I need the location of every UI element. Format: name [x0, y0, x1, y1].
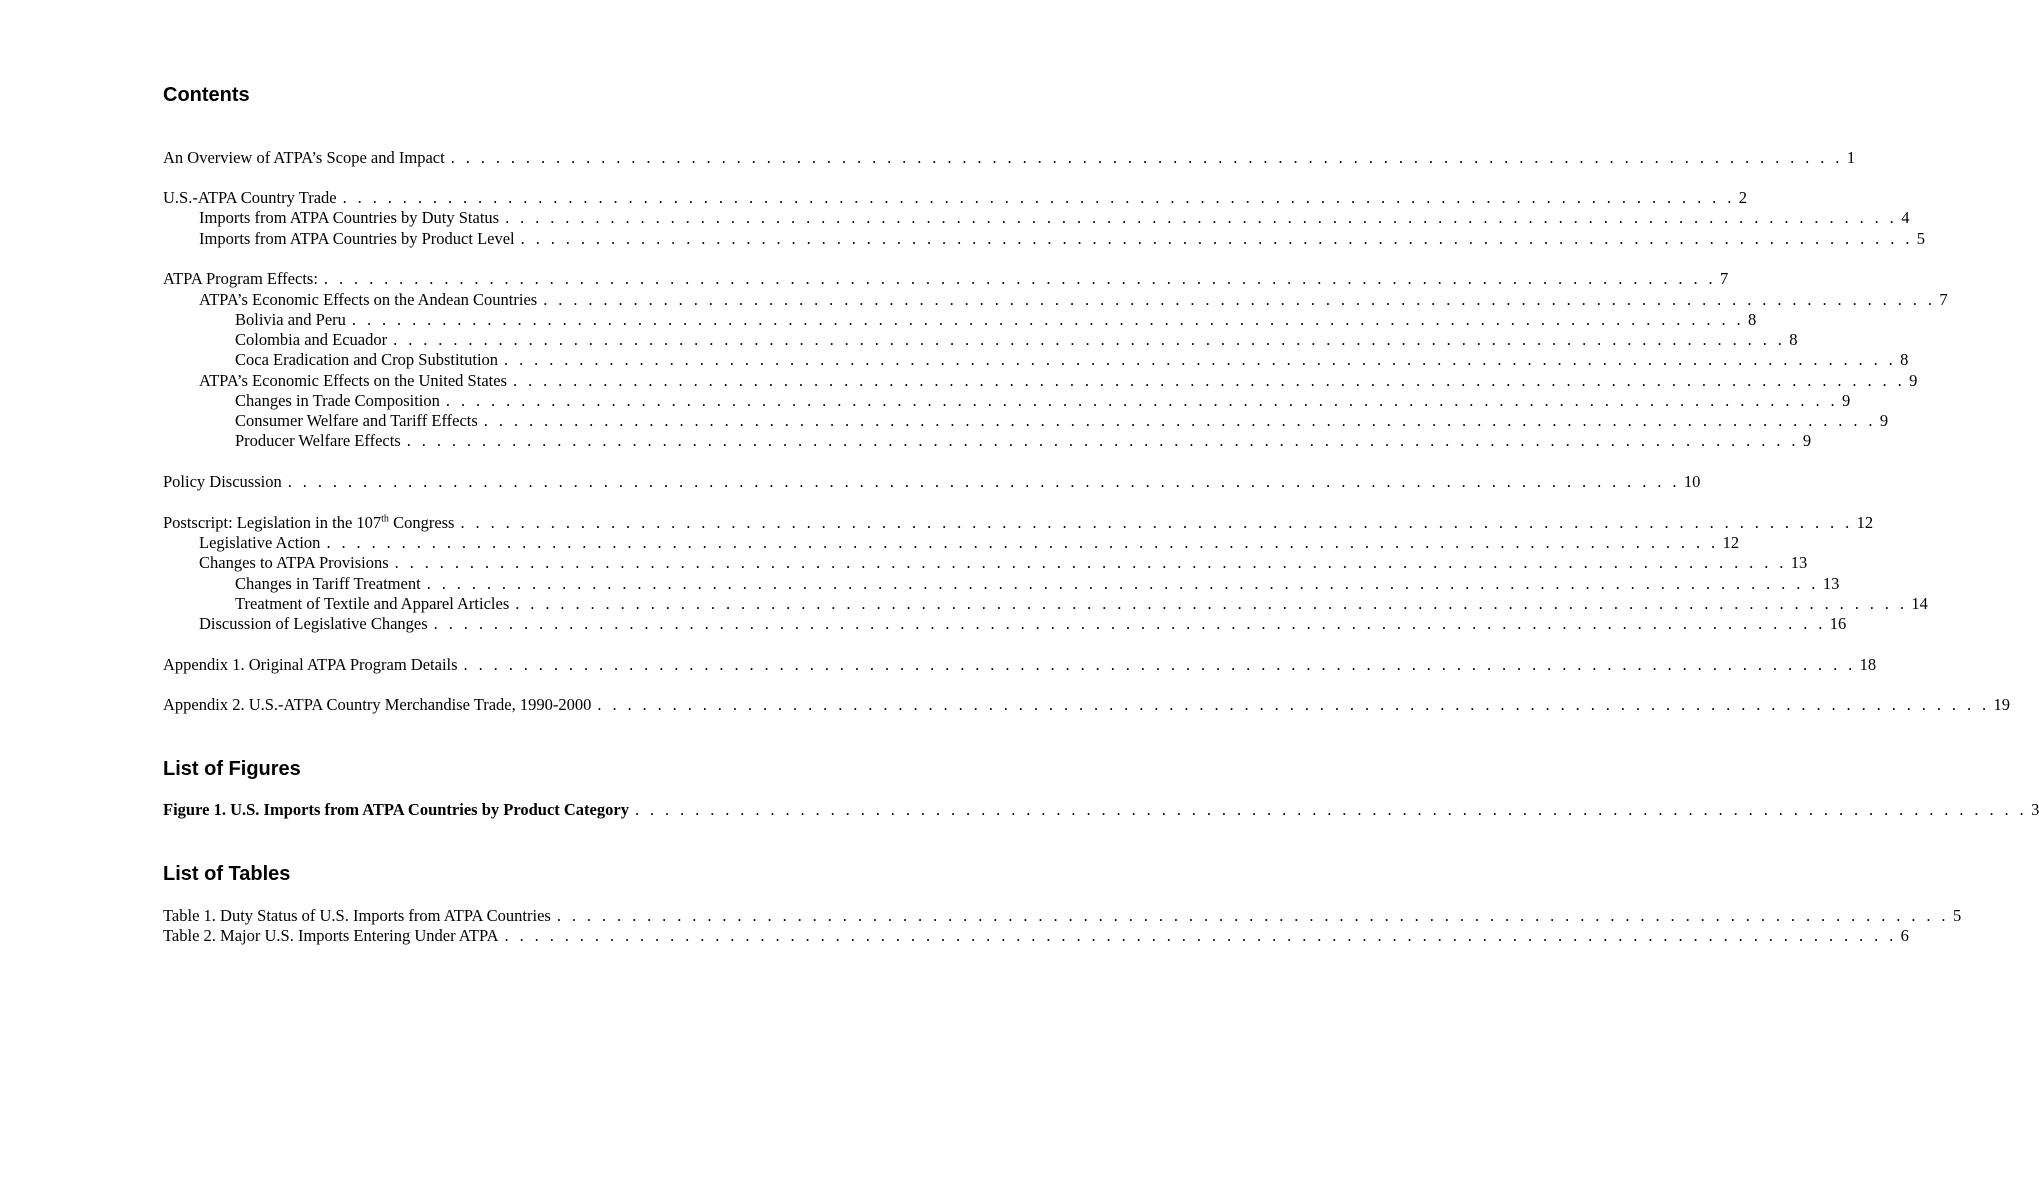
- toc-entry-title: Appendix 1. Original ATPA Program Details: [163, 655, 458, 674]
- list-of-tables-heading: List of Tables: [163, 863, 291, 885]
- toc-entry-postscript[interactable]: [163, 513, 1874, 533]
- toc-entry-legislative-changes[interactable]: [163, 614, 1847, 634]
- toc-entry-title: Policy Discussion: [163, 472, 282, 491]
- toc-page-number: 8: [1748, 310, 1757, 329]
- dot-leader: . . . . . . . . . . . . . . . . . . . . . . . . . . . . . . . . . . . . . . . . . . . . . . . . . . . . . . . . . . . . . . . . . . . . . . . . . . . . . . . . . . . . . . . . . . . . .: [483, 411, 1876, 430]
- toc-entry-policy-discussion[interactable]: [163, 472, 1701, 492]
- toc-entry-title: U.S.-ATPA Country Trade: [163, 188, 337, 207]
- toc-page-number: 12: [1722, 533, 1740, 552]
- toc-entry-title: Legislative Action: [199, 533, 321, 552]
- toc-entry-colombia-ecuador[interactable]: [163, 330, 1798, 350]
- dot-leader: . . . . . . . . . . . . . . . . . . . . . . . . . . . . . . . . . . . . . . . . . . . . . . . . . . . . . . . . . . . . . . . . . . . . . . . . . . . . . . . . . . . . . . . . . . . . .: [445, 391, 1839, 410]
- figure-entry-title: Figure 1. U.S. Imports from ATPA Countries by Product Category: [163, 800, 629, 819]
- toc-entry-title: Treatment of Textile and Apparel Articles: [235, 594, 510, 613]
- toc-entry-title: ATPA’s Economic Effects on the Andean Countries: [199, 290, 538, 309]
- toc-entry-coca-eradication[interactable]: [163, 350, 1909, 370]
- toc-entry-title: ATPA’s Economic Effects on the United States: [199, 371, 507, 390]
- toc-page-number: 8: [1900, 350, 1909, 369]
- list-of-figures-heading: List of Figures: [163, 758, 301, 780]
- toc-page-number: 8: [1789, 330, 1798, 349]
- dot-leader: . . . . . . . . . . . . . . . . . . . . . . . . . . . . . . . . . . . . . . . . . . . . . . . . . . . . . . . . . . . . . . . . . . . . . . . . . . . . . . . . . . . . . . . . . . . . .: [342, 188, 1735, 207]
- table-entry-1[interactable]: [163, 906, 1962, 926]
- toc-entry-title: Discussion of Legislative Changes: [199, 614, 428, 633]
- toc-page-number: 14: [1911, 594, 1928, 613]
- toc-page-number: 5: [1952, 906, 1962, 925]
- dot-leader: . . . . . . . . . . . . . . . . . . . . . . . . . . . . . . . . . . . . . . . . . . . . . . . . . . . . . . . . . . . . . . . . . . . . . . . . . . . . . . . . . . . . . . . . . . . . .: [543, 290, 1936, 309]
- toc-entry-bolivia-peru[interactable]: [163, 310, 1757, 330]
- toc-entry-title: Colombia and Ecuador: [235, 330, 388, 349]
- toc-page-number: 3: [2031, 800, 2039, 819]
- toc-page-number: 4: [1901, 208, 1910, 227]
- toc-entry-appendix-2[interactable]: [163, 695, 2011, 715]
- table-entry-title: Table 2. Major U.S. Imports Entering Under ATPA: [163, 926, 499, 945]
- toc-entry-title: Imports from ATPA Countries by Product Level: [199, 229, 515, 248]
- toc-entry-textile-apparel[interactable]: [163, 594, 1928, 614]
- toc-entry-title: Changes to ATPA Provisions: [199, 553, 389, 572]
- toc-entry-title: [163, 513, 454, 533]
- toc-page-number: 9: [1879, 411, 1889, 430]
- dot-leader: . . . . . . . . . . . . . . . . . . . . . . . . . . . . . . . . . . . . . . . . . . . . . . . . . . . . . . . . . . . . . . . . . . . . . . . . . . . . . . . . . . . . . . . . . . . . .: [351, 310, 1745, 329]
- toc-entry-trade-composition[interactable]: [163, 391, 1851, 411]
- dot-leader: . . . . . . . . . . . . . . . . . . . . . . . . . . . . . . . . . . . . . . . . . . . . . . . . . . . . . . . . . . . . . . . . . . . . . . . . . . . . . . . . . . . . . . . . . . . . .: [504, 926, 1897, 945]
- toc-page-number: 18: [1859, 655, 1877, 674]
- toc-entry-producer-welfare[interactable]: [163, 431, 1812, 451]
- toc-entry-legislative-action[interactable]: [163, 533, 1740, 553]
- toc-entry-program-effects[interactable]: [163, 269, 1729, 289]
- dot-leader: . . . . . . . . . . . . . . . . . . . . . . . . . . . . . . . . . . . . . . . . . . . . . . . . . . . . . . . . . . . . . . . . . . . . . . . . . . . . . . . . . . . . . . . . . . . . .: [426, 574, 1819, 593]
- dot-leader: . . . . . . . . . . . . . . . . . . . . . . . . . . . . . . . . . . . . . . . . . . . . . . . . . . . . . . . . . . . . . . . . . . . . . . . . . . . . . . . . . . . . . . . . . . . . .: [393, 330, 1786, 349]
- toc-entry-title: An Overview of ATPA’s Scope and Impact: [163, 148, 445, 167]
- toc-entry-title: Bolivia and Peru: [235, 310, 346, 329]
- toc-page-number: 6: [1900, 926, 1909, 945]
- toc-entry-changes-provisions[interactable]: [163, 553, 1808, 573]
- toc-entry-title: Imports from ATPA Countries by Duty Status: [199, 208, 500, 227]
- toc-page-number: 9: [1909, 371, 1918, 390]
- table-entry-title: Table 1. Duty Status of U.S. Imports from ATPA Countries: [163, 906, 551, 925]
- toc-page-number: 16: [1829, 614, 1847, 633]
- dot-leader: . . . . . . . . . . . . . . . . . . . . . . . . . . . . . . . . . . . . . . . . . . . . . . . . . . . . . . . . . . . . . . . . . . . . . . . . . . . . . . . . . . . . . . . . . . . . .: [512, 371, 1906, 390]
- toc-entry-title: Producer Welfare Effects: [235, 431, 401, 450]
- toc-entry-title: Changes in Tariff Treatment: [235, 574, 421, 593]
- toc-page-number: 7: [1939, 290, 1948, 309]
- dot-leader: . . . . . . . . . . . . . . . . . . . . . . . . . . . . . . . . . . . . . . . . . . . . . . . . . . . . . . . . . . . . . . . . . . . . . . . . . . . . . . . . . . . . . . . . . . . . .: [515, 594, 1908, 613]
- toc-page-number: 9: [1842, 391, 1851, 410]
- ordinal-suffix: th: [381, 513, 389, 525]
- dot-leader: . . . . . . . . . . . . . . . . . . . . . . . . . . . . . . . . . . . . . . . . . . . . . . . . . . . . . . . . . . . . . . . . . . . . . . . . . . . . . . . . . . . . . . . . . . . . .: [634, 800, 2028, 819]
- dot-leader: . . . . . . . . . . . . . . . . . . . . . . . . . . . . . . . . . . . . . . . . . . . . . . . . . . . . . . . . . . . . . . . . . . . . . . . . . . . . . . . . . . . . . . . . . . . . .: [326, 533, 1719, 552]
- toc-entry-title: Consumer Welfare and Tariff Effects: [235, 411, 478, 430]
- dot-leader: . . . . . . . . . . . . . . . . . . . . . . . . . . . . . . . . . . . . . . . . . . . . . . . . . . . . . . . . . . . . . . . . . . . . . . . . . . . . . . . . . . . . . . . . . . . . .: [505, 208, 1898, 227]
- toc-page-number: 7: [1720, 269, 1729, 288]
- toc-page-number: 5: [1916, 229, 1926, 248]
- toc-page-number: 10: [1683, 472, 1701, 491]
- dot-leader: . . . . . . . . . . . . . . . . . . . . . . . . . . . . . . . . . . . . . . . . . . . . . . . . . . . . . . . . . . . . . . . . . . . . . . . . . . . . . . . . . . . . . . . . . . . . .: [287, 472, 1680, 491]
- dot-leader: . . . . . . . . . . . . . . . . . . . . . . . . . . . . . . . . . . . . . . . . . . . . . . . . . . . . . . . . . . . . . . . . . . . . . . . . . . . . . . . . . . . . . . . . . . . . .: [504, 350, 1897, 369]
- toc-entry-product-level[interactable]: [163, 229, 1926, 249]
- toc-entry-appendix-1[interactable]: [163, 655, 1877, 675]
- toc-entry-duty-status[interactable]: [163, 208, 1910, 228]
- toc-page-number: 9: [1802, 431, 1812, 450]
- toc-page-number: 12: [1856, 513, 1874, 532]
- toc-entry-title-suffix: Congress: [388, 513, 455, 532]
- toc-page-number: 2: [1738, 188, 1747, 207]
- toc-page-number: 13: [1790, 553, 1808, 572]
- toc-entry-us-effects[interactable]: [163, 371, 1918, 391]
- dot-leader: . . . . . . . . . . . . . . . . . . . . . . . . . . . . . . . . . . . . . . . . . . . . . . . . . . . . . . . . . . . . . . . . . . . . . . . . . . . . . . . . . . . . . . . . . . . . .: [463, 655, 1856, 674]
- dot-leader: . . . . . . . . . . . . . . . . . . . . . . . . . . . . . . . . . . . . . . . . . . . . . . . . . . . . . . . . . . . . . . . . . . . . . . . . . . . . . . . . . . . . . . . . . . . . .: [460, 513, 1853, 532]
- toc-page-number: 19: [1993, 695, 2011, 714]
- dot-leader: . . . . . . . . . . . . . . . . . . . . . . . . . . . . . . . . . . . . . . . . . . . . . . . . . . . . . . . . . . . . . . . . . . . . . . . . . . . . . . . . . . . . . . . . . . . . .: [520, 229, 1913, 248]
- toc-entry-title: ATPA Program Effects:: [163, 269, 318, 288]
- toc-entry-country-trade[interactable]: [163, 188, 1747, 208]
- toc-entry-overview[interactable]: [163, 148, 1856, 168]
- toc-page-number: 13: [1822, 574, 1840, 593]
- dot-leader: . . . . . . . . . . . . . . . . . . . . . . . . . . . . . . . . . . . . . . . . . . . . . . . . . . . . . . . . . . . . . . . . . . . . . . . . . . . . . . . . . . . . . . . . . . . . .: [406, 431, 1799, 450]
- dot-leader: . . . . . . . . . . . . . . . . . . . . . . . . . . . . . . . . . . . . . . . . . . . . . . . . . . . . . . . . . . . . . . . . . . . . . . . . . . . . . . . . . . . . . . . . . . . . .: [394, 553, 1787, 572]
- toc-entry-title: Changes in Trade Composition: [235, 391, 440, 410]
- toc-entry-title: Coca Eradication and Crop Substitution: [235, 350, 499, 369]
- toc-entry-tariff-treatment[interactable]: [163, 574, 1840, 594]
- dot-leader: . . . . . . . . . . . . . . . . . . . . . . . . . . . . . . . . . . . . . . . . . . . . . . . . . . . . . . . . . . . . . . . . . . . . . . . . . . . . . . . . . . . . . . . . . . . . .: [433, 614, 1826, 633]
- table-entry-2[interactable]: [163, 926, 1909, 946]
- toc-entry-title: Appendix 2. U.S.-ATPA Country Merchandise Trade, 1990-2000: [163, 695, 592, 714]
- toc-entry-title-prefix: Postscript: Legislation in the 107: [163, 513, 382, 532]
- dot-leader: . . . . . . . . . . . . . . . . . . . . . . . . . . . . . . . . . . . . . . . . . . . . . . . . . . . . . . . . . . . . . . . . . . . . . . . . . . . . . . . . . . . . . . . . . . . . .: [597, 695, 1990, 714]
- dot-leader: . . . . . . . . . . . . . . . . . . . . . . . . . . . . . . . . . . . . . . . . . . . . . . . . . . . . . . . . . . . . . . . . . . . . . . . . . . . . . . . . . . . . . . . . . . . . .: [450, 148, 1843, 167]
- dot-leader: . . . . . . . . . . . . . . . . . . . . . . . . . . . . . . . . . . . . . . . . . . . . . . . . . . . . . . . . . . . . . . . . . . . . . . . . . . . . . . . . . . . . . . . . . . . . .: [556, 906, 1949, 925]
- toc-entry-consumer-welfare[interactable]: [163, 411, 1889, 431]
- toc-entry-andean-effects[interactable]: [163, 290, 1948, 310]
- toc-page-number: 1: [1846, 148, 1856, 167]
- dot-leader: . . . . . . . . . . . . . . . . . . . . . . . . . . . . . . . . . . . . . . . . . . . . . . . . . . . . . . . . . . . . . . . . . . . . . . . . . . . . . . . . . . . . . . . . . . . . .: [323, 269, 1717, 288]
- contents-heading: Contents: [163, 84, 250, 106]
- figure-entry-1[interactable]: [163, 800, 2039, 820]
